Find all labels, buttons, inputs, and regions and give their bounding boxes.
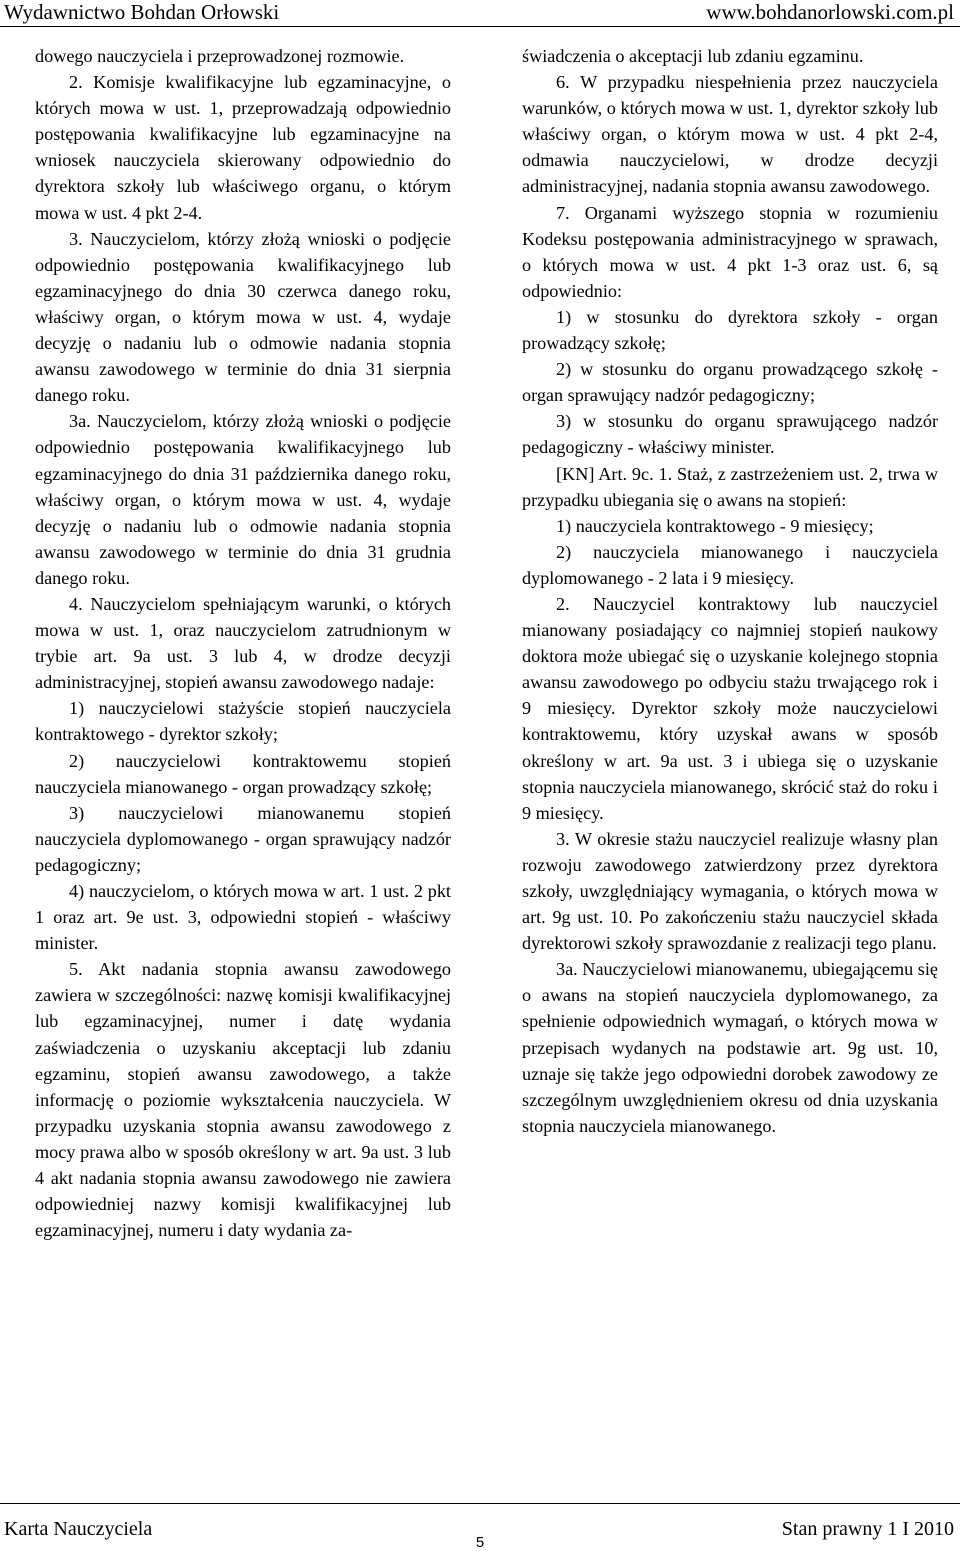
paragraph: 3a. Nauczycielom, którzy złożą wnioski o podjęcie odpowiednio postępowania kwalifikacyjnego lub egzaminacyjnego do dnia 31 października danego roku, właściwy organ, o którym mowa w ust. 4, wydaje decyzję o nadaniu lub o odmowie nadania stopnia awansu zawodowego w terminie do dnia 31 grudnia danego roku. — [35, 411, 451, 588]
list-item: 4) nauczycielom, o których mowa w art. 1 ust. 2 pkt 1 oraz art. 9e ust. 3, odpowiedni stopień - właściwy minister. — [35, 881, 451, 954]
paragraph: 7. Organami wyższego stopnia w rozumieniu Kodeksu postępowania administracyjnego w sprawach, o których mowa w ust. 4 pkt 1-3 oraz ust. 6, są odpowiednio: — [522, 202, 938, 301]
paragraph: 3. Nauczycielom, którzy złożą wnioski o podjęcie odpowiednio postępowania kwalifikacyjnego lub egzaminacyjnego do dnia 30 czerwca danego roku, właściwy organ, o którym mowa w ust. 4, wydaje decyzję o nadaniu lub o odmowie nadania stopnia awansu zawodowego w terminie do dnia 31 sierpnia danego roku. — [35, 228, 451, 406]
paragraph: 6. W przypadku niespełnienia przez nauczyciela warunków, o których mowa w ust. 1, dyrektor szkoły lub właściwy organ, o którym mowa w ust. 4 pkt 2-4, odmawia nauczycielowi, w drodze decyzji administracyjnej, nadania stopnia awansu zawodowego. — [522, 72, 938, 197]
list-item: 1) w stosunku do dyrektora szkoły - organ prowadzący szkołę; — [522, 306, 938, 354]
list-item: 1) nauczyciela kontraktowego - 9 miesięcy; — [556, 515, 874, 536]
paragraph: 3. W okresie stażu nauczyciel realizuje własny plan rozwoju zawodowego zatwierdzony przez dyrektora szkoły, uwzględniający wymagania, o których mowa w art. 9g ust. 10. Po zakończeniu stażu nauczyciel składa dyrektorowi szkoły sprawozdanie z realizacji tego planu. — [522, 828, 938, 954]
paragraph: 5. Akt nadania stopnia awansu zawodowego zawiera w szczególności: nazwę komisji kwalifikacyjnej lub egzaminacyjnej, numer i datę wydania zaświadczenia o uzyskaniu akceptacji lub zdaniu egzaminu, stopień awansu zawodowego, a także informację o poziomie wykształcenia nauczyciela. W przypadku uzyskania stopnia awansu zawodowego z mocy prawa albo w sposób określony w art. 9a ust. 3 lub 4 akt nadania stopnia awansu zawodowego nie zawiera odpowiedniej nazwy komisji kwalifikacyjnej lub egzaminacyjnej, numeru i daty wydania za- — [35, 959, 451, 1241]
list-item: 2) nauczycielowi kontraktowemu stopień nauczyciela mianowanego - organ prowadzący szkołę; — [35, 750, 451, 797]
paragraph: dowego nauczyciela i przeprowadzonej rozmowie. — [35, 46, 405, 66]
list-item: 1) nauczycielowi stażyście stopień nauczyciela kontraktowego - dyrektor szkoły; — [35, 698, 451, 745]
paragraph: 2. Nauczyciel kontraktowy lub nauczyciel mianowany posiadający co najmniej stopień naukowy doktora może ubiegać się o uzyskanie kolejnego stopnia awansu zawodowego po odbyciu stażu trwającego rok i 9 miesięcy. Dyrektor szkoły może nauczycielowi kontraktowemu, który uzyskał awans w sposób określony w art. 9a ust. 3 i ubiega się o uzyskanie stopnia nauczyciela mianowanego, skrócić staż do roku i 9 miesięcy. — [522, 593, 938, 823]
paragraph: świadczenia o akceptacji lub zdaniu egzaminu. — [522, 46, 864, 66]
list-item: 3) w stosunku do organu sprawującego nadzór pedagogiczny - właściwy minister. — [522, 411, 938, 458]
document-title: Karta Nauczyciela — [4, 1518, 153, 1540]
paragraph: 2. Komisje kwalifikacyjne lub egzaminacyjne, o których mowa w ust. 1, przeprowadzają odpowiednio postępowania kwalifikacyjne lub egzaminacyjne na wniosek nauczyciela skierowany odpowiednio do dyrektora szkoły lub właściwego organu, o którym mowa w ust. 4 pkt 2-4. — [35, 72, 451, 223]
right-column — [522, 43, 938, 1139]
page-header — [0, 0, 960, 27]
publisher-name: Wydawnictwo Bohdan Orłowski — [4, 0, 280, 24]
list-item: 2) nauczyciela mianowanego i nauczyciela dyplomowanego - 2 lata i 9 miesięcy. — [522, 541, 938, 588]
list-item: 3) nauczycielowi mianowanemu stopień nauczyciela dyplomowanego - organ sprawujący nadzór pedagogiczny; — [35, 802, 451, 875]
legal-status: Stan prawny 1 I 2010 — [781, 1518, 954, 1540]
paragraph: 3a. Nauczycielowi mianowanemu, ubiegającemu się o awans na stopień nauczyciela dyplomowanego, za spełnienie odpowiednich wymagań, o których mowa w przepisach wydanych na podstawie art. 9g ust. 10, uznaje się także jego odpowiedni dorobek zawodowy ze szczególnym uwzględnieniem okresu od dnia uzyskania stopnia nauczyciela mianowanego. — [522, 959, 938, 1136]
page-footer — [0, 1503, 960, 1550]
list-item: 2) w stosunku do organu prowadzącego szkołę - organ sprawujący nadzór pedagogiczny; — [522, 359, 938, 406]
article-heading-paragraph: [KN] Art. 9c. 1. Staż, z zastrzeżeniem ust. 2, trwa w przypadku ubiegania się o awans na stopień: — [522, 463, 938, 510]
publisher-website: www.bohdanorlowski.com.pl — [706, 0, 954, 24]
left-column — [35, 43, 451, 1243]
paragraph: 4. Nauczycielom spełniającym warunki, o których mowa w ust. 1, oraz nauczycielom zatrudnionym w trybie art. 9a ust. 3 lub 4, w drodze decyzji administracyjnej, stopień awansu zawodowego nadaje: — [35, 593, 451, 693]
page-number: 5 — [475, 1534, 485, 1551]
